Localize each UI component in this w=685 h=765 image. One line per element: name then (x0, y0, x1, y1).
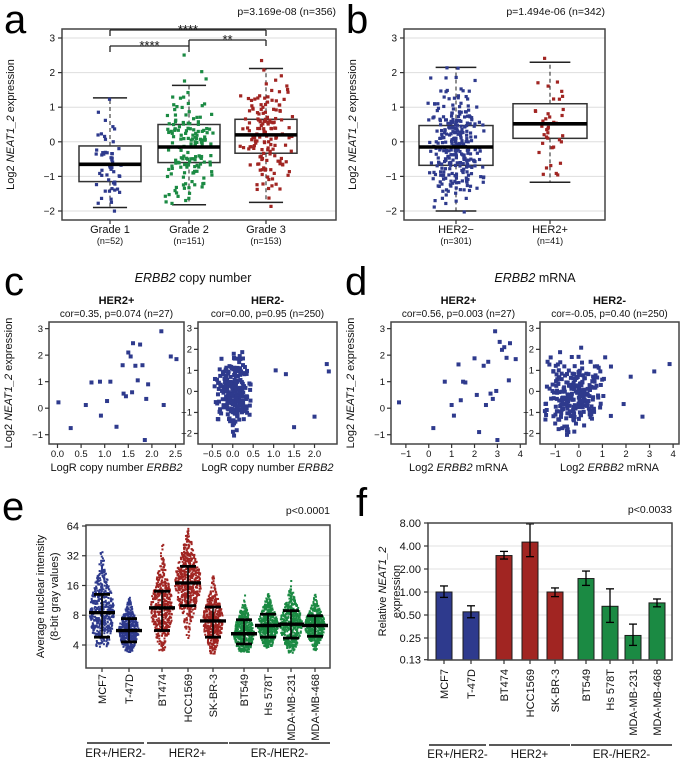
svg-text:****: **** (177, 22, 199, 37)
svg-text:−1: −1 (385, 171, 397, 183)
svg-text:4: 4 (517, 449, 523, 460)
svg-text:1.0: 1.0 (267, 449, 281, 460)
svg-text:Log2 ERBB2 mRNA: Log2 ERBB2 mRNA (559, 462, 660, 474)
svg-text:1: 1 (49, 102, 55, 114)
svg-text:Log2 NEAT1_2 expression: Log2 NEAT1_2 expression (347, 59, 359, 190)
svg-text:cor=-0.05, p=0.40 (n=250): cor=-0.05, p=0.40 (n=250) (551, 309, 668, 320)
svg-text:(n=301): (n=301) (440, 236, 472, 246)
svg-text:3: 3 (494, 449, 501, 460)
panel-d (342, 246, 685, 475)
svg-text:0: 0 (379, 403, 385, 415)
svg-text:Log2 NEAT1_2 expression: Log2 NEAT1_2 expression (3, 317, 15, 449)
svg-text:cor=0.35, p=0.074 (n=27): cor=0.35, p=0.074 (n=27) (59, 309, 174, 320)
svg-text:HER2−: HER2− (438, 224, 474, 236)
panel-f-bar-chart (342, 475, 685, 765)
svg-text:p=1.494e-06 (n=342): p=1.494e-06 (n=342) (506, 6, 605, 18)
svg-text:1: 1 (186, 365, 192, 377)
svg-text:HER2-: HER2- (592, 295, 627, 307)
svg-text:−1: −1 (374, 429, 385, 441)
svg-text:Log2 NEAT1_2 expression: Log2 NEAT1_2 expression (345, 317, 357, 449)
svg-text:Log2 NEAT1_2 expression: Log2 NEAT1_2 expression (5, 59, 17, 190)
svg-text:3: 3 (528, 323, 534, 335)
svg-text:−2: −2 (43, 206, 55, 218)
svg-text:(n=41): (n=41) (536, 236, 564, 246)
svg-text:2: 2 (391, 68, 397, 80)
svg-text:HER2+: HER2+ (440, 295, 477, 307)
svg-text:****: **** (139, 38, 160, 53)
svg-text:3: 3 (49, 33, 55, 45)
svg-text:2.0: 2.0 (145, 449, 159, 460)
svg-text:2.0: 2.0 (307, 449, 322, 460)
svg-text:0: 0 (426, 449, 432, 460)
svg-text:−1: −1 (181, 407, 192, 419)
panel-f-letter: f (356, 481, 368, 525)
svg-text:0: 0 (186, 386, 192, 398)
svg-text:−1: −1 (400, 449, 412, 460)
svg-text:HER2+: HER2+ (532, 224, 568, 236)
svg-text:1: 1 (528, 365, 534, 377)
svg-text:2: 2 (379, 350, 385, 362)
panel-e-swarm-chart (0, 475, 342, 765)
panel-c (0, 246, 342, 475)
panel-e-letter: e (2, 485, 25, 529)
svg-text:0.5: 0.5 (246, 449, 260, 460)
svg-text:3: 3 (37, 323, 43, 335)
panel-b (342, 0, 685, 246)
panel-d-letter: d (345, 260, 368, 304)
panel-a-letter: a (4, 0, 27, 42)
svg-text:0.5: 0.5 (74, 449, 88, 460)
svg-text:3: 3 (646, 449, 653, 460)
svg-text:0: 0 (576, 449, 582, 460)
svg-text:1.5: 1.5 (287, 449, 301, 460)
svg-text:−1: −1 (549, 449, 561, 460)
svg-text:0: 0 (37, 403, 43, 415)
svg-text:−2: −2 (385, 206, 397, 218)
svg-text:−1: −1 (32, 429, 43, 441)
svg-text:1: 1 (379, 376, 385, 388)
svg-text:1: 1 (448, 449, 455, 460)
svg-text:Grade 3: Grade 3 (246, 224, 286, 236)
panel-e (0, 475, 342, 765)
svg-text:Log2 ERBB2 mRNA: Log2 ERBB2 mRNA (408, 462, 509, 474)
svg-text:3: 3 (379, 323, 385, 335)
svg-text:0: 0 (528, 386, 534, 398)
svg-text:cor=0.00, p=0.95 (n=250): cor=0.00, p=0.95 (n=250) (210, 309, 325, 320)
svg-text:2: 2 (471, 449, 478, 460)
svg-text:HER2+: HER2+ (98, 295, 135, 307)
svg-text:1: 1 (37, 376, 43, 388)
panel-a-boxplot-chart (0, 0, 342, 246)
svg-text:1.5: 1.5 (121, 449, 135, 460)
svg-text:−1: −1 (43, 171, 55, 183)
svg-text:3: 3 (186, 323, 192, 335)
panel-c-scatter-chart (0, 246, 342, 475)
panel-d-scatter-chart (342, 246, 685, 475)
svg-text:LogR copy number ERBB2: LogR copy number ERBB2 (50, 462, 183, 474)
panel-b-boxplot-chart (342, 0, 685, 246)
svg-text:1.0: 1.0 (98, 449, 112, 460)
svg-text:3: 3 (391, 33, 397, 45)
svg-text:−0.5: −0.5 (202, 449, 222, 460)
svg-text:0.0: 0.0 (226, 449, 240, 460)
svg-text:(n=151): (n=151) (173, 236, 205, 246)
svg-text:−2: −2 (523, 428, 534, 440)
svg-text:0.0: 0.0 (50, 449, 65, 460)
svg-text:(n=153): (n=153) (250, 236, 282, 246)
svg-text:Grade 1: Grade 1 (90, 224, 130, 236)
svg-text:0: 0 (49, 137, 55, 149)
svg-text:cor=0.56, p=0.003 (n=27): cor=0.56, p=0.003 (n=27) (401, 309, 516, 320)
panel-f (342, 475, 685, 765)
svg-text:−2: −2 (181, 428, 192, 440)
svg-text:−1: −1 (523, 407, 534, 419)
svg-text:p<0.0001: p<0.0001 (285, 505, 330, 517)
svg-text:4: 4 (670, 449, 676, 460)
svg-text:**: ** (222, 32, 233, 47)
svg-text:Grade 2: Grade 2 (169, 224, 209, 236)
svg-text:2: 2 (49, 68, 55, 80)
svg-text:2: 2 (623, 449, 629, 460)
svg-text:ERBB2 mRNA: ERBB2 mRNA (494, 271, 576, 285)
svg-text:2: 2 (528, 344, 534, 356)
svg-text:1: 1 (391, 102, 397, 114)
panel-b-letter: b (346, 0, 369, 42)
svg-text:2.5: 2.5 (168, 449, 183, 460)
svg-text:1: 1 (599, 449, 606, 460)
panel-c-letter: c (4, 260, 24, 304)
svg-text:ERBB2 copy number: ERBB2 copy number (134, 271, 252, 285)
svg-text:LogR copy number ERBB2: LogR copy number ERBB2 (201, 462, 334, 474)
svg-text:(n=52): (n=52) (96, 236, 124, 246)
panel-a (0, 0, 342, 246)
svg-text:2: 2 (186, 344, 192, 356)
svg-text:HER2-: HER2- (250, 295, 285, 307)
svg-text:0: 0 (391, 137, 397, 149)
svg-text:2: 2 (37, 350, 43, 362)
svg-text:p=3.169e-08 (n=356): p=3.169e-08 (n=356) (237, 6, 336, 18)
